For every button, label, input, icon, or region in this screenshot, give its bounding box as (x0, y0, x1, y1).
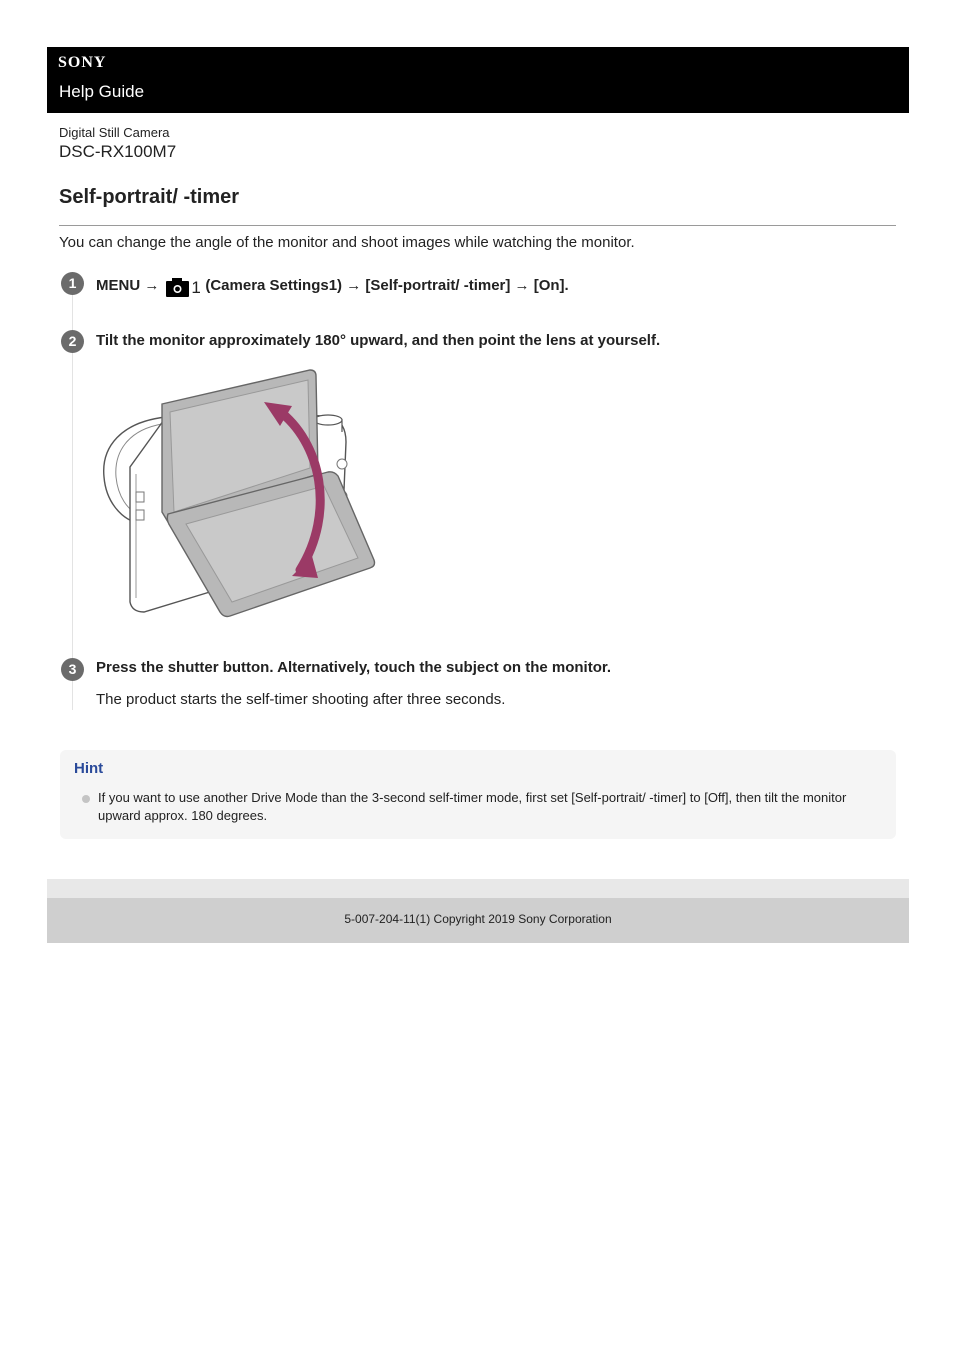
sony-logo: SONY (58, 54, 107, 71)
steps-guideline (72, 290, 73, 710)
title-divider (59, 225, 896, 226)
camera-settings1-icon (165, 276, 199, 298)
camera-settings1-digit: 1 (191, 278, 201, 297)
page-header (47, 47, 909, 113)
page-footer (47, 898, 909, 943)
hint-box (60, 750, 896, 839)
bullet-icon (82, 795, 90, 803)
step-number-3: 3 (61, 658, 84, 681)
footer-top-band (47, 879, 909, 898)
step-number-1: 1 (61, 272, 84, 295)
product-model: DSC-RX100M7 (59, 142, 177, 161)
help-guide-title: Help Guide (59, 82, 145, 101)
hint-item: If you want to use another Drive Mode than the 3-second self-timer mode, first set [Self-portrait/ -timer] to [Off], then tilt the monitor upward approx. 180 degrees. (98, 790, 847, 823)
step-3-text: Press the shutter button. Alternatively, touch the subject on the monitor. (96, 659, 612, 676)
step-1-menu: MENU → (96, 276, 160, 294)
page-title: Self-portrait/ -timer (59, 186, 240, 208)
step-2-text: Tilt the monitor approximately 180° upward, and then point the lens at yourself. (96, 332, 661, 349)
step-3-description: The product starts the self-timer shooting after three seconds. (96, 691, 506, 708)
step-1-text (96, 274, 569, 296)
product-category: Digital Still Camera (59, 125, 170, 140)
copyright-text: 5-007-204-11(1) Copyright 2019 Sony Corporation (344, 912, 612, 926)
step-1-rest: (Camera Settings1) → [Self-portrait/ -timer] → [On]. (205, 276, 569, 294)
step-number-2: 2 (61, 330, 84, 353)
camera-tilt-monitor-illustration (96, 362, 386, 624)
hint-title: Hint (74, 760, 104, 777)
intro-text: You can change the angle of the monitor and shoot images while watching the monitor. (59, 234, 635, 251)
